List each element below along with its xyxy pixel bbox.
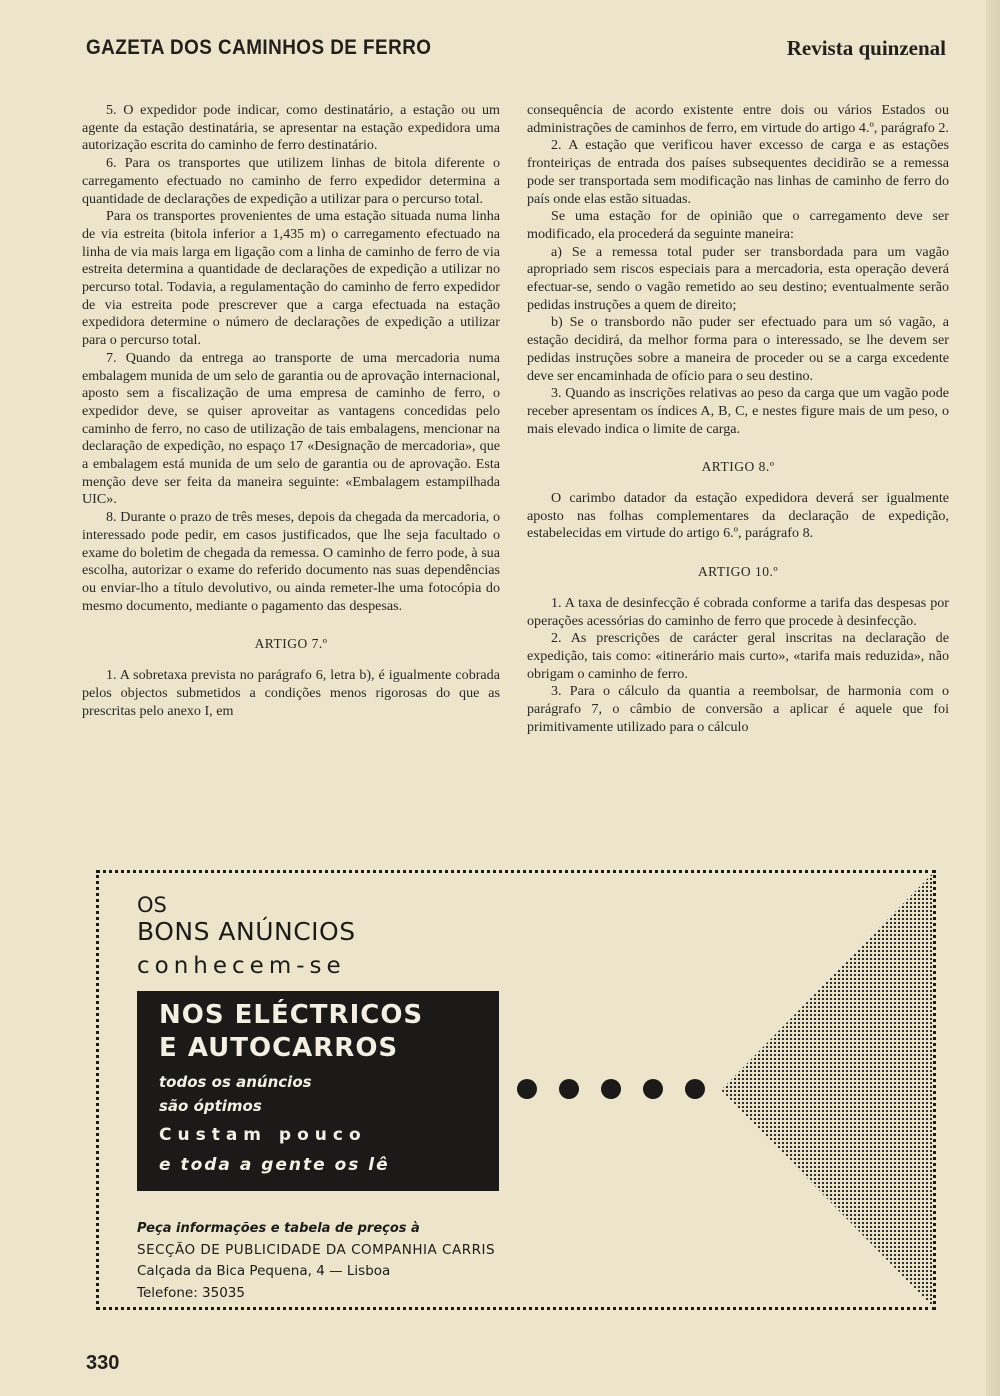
paragraph-6: 6. Para os transportes que utilizem linhas de bitola diferente o carregamento efectuado no caminho de ferro expedidor determina a quantidade de declarações de expedição a utilizar para o percurso total. [82, 155, 500, 207]
continuation-paragraph: consequência de acordo existente entre dois ou vários Estados ou administrações de caminhos de ferro, em virtude do artigo 4.º, parágrafo 2. [527, 102, 949, 136]
right-column [527, 102, 949, 737]
ad-black-panel [137, 991, 499, 1191]
artigo-10-heading: ARTIGO 10.º [697, 564, 779, 580]
paragraph-a: a) Se a remessa total puder ser transbordada para um vagão apropriado sem riscos especiais para a mercadoria, esta operação deverá efectuar-se, sendo o vagão remetido ao seu destino; eventualmente serão pedidas instruções a quem de direito; [527, 243, 949, 313]
page-edge [986, 0, 1000, 1396]
ad-dot [559, 1079, 579, 1099]
ad-line-conhecem-se: conhecem-se [137, 953, 346, 979]
paragraph-2: 2. A estação que verificou haver excesso de carga e as estações fronteiriças de entrada dos países subsequentes decidirão se a remessa pode ser transportada sem modificação nas linhas de caminho de ferro do país onde elas estão situadas. [527, 137, 949, 207]
ad-line-os: OS [137, 893, 167, 917]
running-header-subtitle: Revista quinzenal [786, 36, 946, 60]
artigo-8-text: O carimbo datador da estação expedidora deverá ser igualmente aposto nas folhas complementares da declaração de expedição, estabelecidas em virtude do artigo 6.º, parágrafo 8. [527, 490, 949, 542]
ad-subline-1: todos os anúncios [159, 1073, 312, 1091]
paragraph-modification: Se uma estação for de opinião que o carregamento deve ser modificado, ela procederá da seguinte maneira: [527, 208, 949, 242]
ad-dot [643, 1079, 663, 1099]
page-number: 330 [86, 1352, 120, 1374]
paragraph-7: 7. Quando da entrega ao transporte de uma mercadoria numa embalagem munida de um selo de garantia ou de aprovação internacional, aposto sem a fiscalização de uma empresa de caminho de ferro, o expedidor deve, se quiser aproveitar as vantagens concedidas pelo caminho de ferro, no caso de utilização de tais embalagens, mencionar na declaração de expedição, no espaço 17 «Designação de mercadoria», que a embalagem está munida de um selo de garantia ou de aprovação. Esta menção deve ser feita da maneira seguinte: «Embalagem estampilhada UIC». [82, 349, 500, 508]
ad-contact-intro: Peça informações e tabela de preços à [137, 1221, 420, 1236]
ad-headline-line-1: NOS ELÉCTRICOS [159, 1000, 424, 1030]
artigo-10-paragraph-3: 3. Para o cálculo da quantia a reembolsar, de harmonia com o parágrafo 7, o câmbio de conversão a aplicar é aquele que foi primitivamente utilizado para o cálculo [527, 683, 949, 735]
ad-headline [159, 999, 423, 1065]
ad-headline-line-2: E AUTOCARROS [159, 1033, 399, 1063]
ad-dot [601, 1079, 621, 1099]
ad-contact-name: SECÇÃO DE PUBLICIDADE DA COMPANHIA CARRIS [137, 1241, 496, 1258]
artigo-10-paragraph-2: 2. As prescrições de carácter geral inscritas na declaração de expedição, tais como: «itinerário mais curto», «tarifa mais reduzida», não obrigam o caminho de ferro. [527, 630, 949, 682]
paragraph-b: b) Se o transbordo não puder ser efectuado para um só vagão, a estação decidirá, da melhor forma para o interessado, se lhe devem ser pedidas instruções sobre a maneira de proceder ou se a carga excedente deve ser encaminhada de ofício para o seu destino. [527, 314, 949, 384]
artigo-10-paragraph-1: 1. A taxa de desinfecção é cobrada conforme a tarifa das despesas por operações acessórias do caminho de ferro que procede à desinfecção. [527, 594, 949, 629]
artigo-8-heading: ARTIGO 8.º [701, 459, 775, 475]
paragraph-3: 3. Quando as inscrições relativas ao peso da carga que um vagão pode receber apresentam os índices A, B, C, e nestes figure mais de um peso, o mais elevado indica o limite de carga. [527, 385, 949, 437]
advertisement-box [96, 870, 936, 1310]
ad-subline-2: são óptimos [159, 1097, 262, 1115]
ad-toda-a-gente: e toda a gente os lê [159, 1155, 390, 1175]
ad-dot [517, 1079, 537, 1099]
ad-contact-block [137, 1218, 495, 1304]
ad-custam-pouco: Custam pouco [159, 1125, 367, 1145]
ad-contact-address: Calçada da Bica Pequena, 4 — Lisboa [137, 1263, 391, 1279]
paragraph-6-continued: Para os transportes provenientes de uma estação situada numa linha de via estreita (bitola inferior a 1,435 m) o carregamento efectuado na linha de via mais larga em ligação com a linha de caminho de ferro de via estreita determina a quantidade de declarações de expedição a utilizar no percurso total. Todavia, a regulamentação do caminho de ferro expedidor de via estreita pode prescrever que a carga efectuada na estação expedidora determine o número de declarações de expedição a utilizar para o percurso total. [82, 208, 500, 349]
running-header-title: GAZETA DOS CAMINHOS DE FERRO [86, 36, 432, 59]
ad-line-bons-anuncios: BONS ANÚNCIOS [137, 917, 356, 946]
ad-contact-phone: Telefone: 35035 [137, 1284, 245, 1301]
artigo-7-heading: ARTIGO 7.º [254, 636, 328, 652]
left-column [82, 102, 500, 720]
paragraph-5: 5. O expedidor pode indicar, como destinatário, a estação ou um agente da estação destinatária, se apresentar na estação expedidora uma autorização escrita do caminho de ferro destinatário. [82, 102, 500, 154]
paragraph-8: 8. Durante o prazo de três meses, depois da chegada da mercadoria, o interessado pode pedir, em casos justificados, que lhe seja facultado o exame do boletim de chegada da remessa. O caminho de ferro pode, à sua escolha, autorizar o exame do referido documento nas suas dependências ou enviar-lho a título devolutivo, ou ainda remeter-lhe uma fotocópia do mesmo documento, mediante o pagamento das despesas. [82, 509, 500, 614]
artigo-7-paragraph-1: 1. A sobretaxa prevista no parágrafo 6, letra b), é igualmente cobrada pelos objectos submetidos a condições menos rigorosas do que as prescritas pelo anexo I, em [82, 667, 500, 719]
ad-halftone-triangle [721, 873, 933, 1307]
ad-dot [685, 1079, 705, 1099]
